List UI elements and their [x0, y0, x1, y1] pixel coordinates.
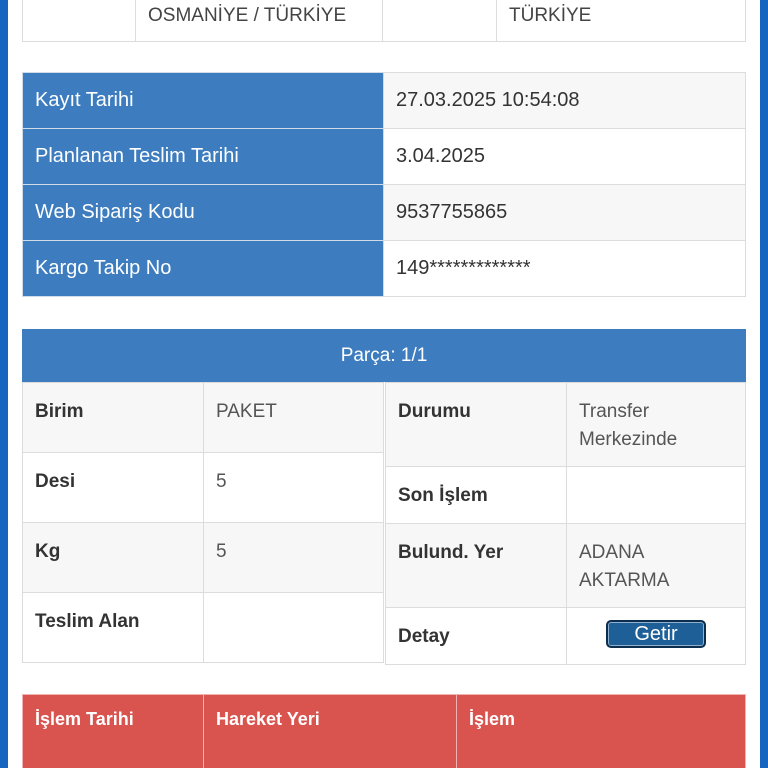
info-label: Web Sipariş Kodu: [23, 185, 384, 241]
parca-row-kg: [23, 523, 384, 593]
parca-label: [386, 524, 567, 608]
parca-right-table: [385, 382, 746, 665]
parca-value: [204, 593, 384, 663]
history-header-hareket-yeri: Hareket Yeri: [204, 695, 457, 768]
parca-row-birim: [23, 383, 384, 453]
info-value: 27.03.2025 10:54:08: [384, 73, 746, 129]
parca-row-desi: [23, 453, 384, 523]
address-row: [23, 0, 746, 42]
parca-value-text: [567, 467, 745, 482]
parca-label-text: Bulund. Yer: [398, 542, 504, 563]
info-row-kayit-tarihi: [23, 73, 746, 129]
shipment-page: [8, 0, 760, 768]
history-header-islem: İşlem: [457, 695, 746, 768]
info-row-planlanan-teslim: [23, 129, 746, 185]
parca-row-durumu: [386, 383, 746, 467]
info-row-web-siparis-kodu: [23, 185, 746, 241]
parca-header: Parça: 1/1: [22, 329, 746, 382]
address-cell-2: [136, 0, 383, 42]
address-cell-3: [383, 0, 497, 42]
parca-value: [567, 467, 746, 524]
history-header-islem-tarihi: İşlem Tarihi: [23, 695, 204, 768]
parca-value-text: [204, 593, 383, 608]
parca-label: [386, 467, 567, 524]
parca-label-text: Detay: [398, 626, 450, 647]
info-label: Kayıt Tarihi: [23, 73, 384, 129]
parca-label: [23, 383, 204, 453]
parca-label-text: Teslim Alan: [35, 611, 140, 632]
parca-value: [204, 453, 384, 523]
parca-label-text: Birim: [35, 401, 84, 422]
parca-left-table: [22, 382, 384, 663]
receiver-country: TÜRKİYE: [509, 5, 592, 26]
shipment-info-table: [22, 72, 746, 297]
getir-button[interactable]: Getir: [606, 620, 706, 648]
parca-label-text: Durumu: [398, 401, 471, 422]
sender-city: OSMANİYE / TÜRKİYE: [148, 5, 347, 26]
info-value: 3.04.2025: [384, 129, 746, 185]
info-row-kargo-takip-no: [23, 241, 746, 297]
parca-value-text: ADANA AKTARMA: [579, 542, 670, 591]
parca-label: [23, 593, 204, 663]
parca-value-text: 5: [216, 541, 227, 562]
info-value: 149*************: [384, 241, 746, 297]
address-cell-1: [23, 0, 136, 42]
parca-label: [386, 608, 567, 665]
address-table: [22, 0, 746, 42]
info-label: Kargo Takip No: [23, 241, 384, 297]
parca-value: [204, 523, 384, 593]
parca-value-text: 5: [216, 471, 227, 492]
parca-value: [567, 524, 746, 608]
info-label: Planlanan Teslim Tarihi: [23, 129, 384, 185]
address-cell-4: [497, 0, 746, 42]
history-header-row: [23, 695, 746, 768]
parca-value-text: Transfer Merkezinde: [579, 401, 678, 450]
parca-value-text: PAKET: [216, 401, 277, 422]
parca-label-text: Son İşlem: [398, 485, 488, 506]
parca-label: [23, 523, 204, 593]
parca-label: [386, 383, 567, 467]
parca-row-teslim-alan: [23, 593, 384, 663]
parca-value: [567, 608, 746, 665]
info-value: 9537755865: [384, 185, 746, 241]
parca-value: [204, 383, 384, 453]
parca-label-text: Kg: [35, 541, 61, 562]
parca-row-detay: [386, 608, 746, 665]
history-table: [22, 694, 746, 768]
parca-label: [23, 453, 204, 523]
parca-row-son-islem: [386, 467, 746, 524]
parca-label-text: Desi: [35, 471, 76, 492]
parca-row-bulund-yer: [386, 524, 746, 608]
parca-value: [567, 383, 746, 467]
